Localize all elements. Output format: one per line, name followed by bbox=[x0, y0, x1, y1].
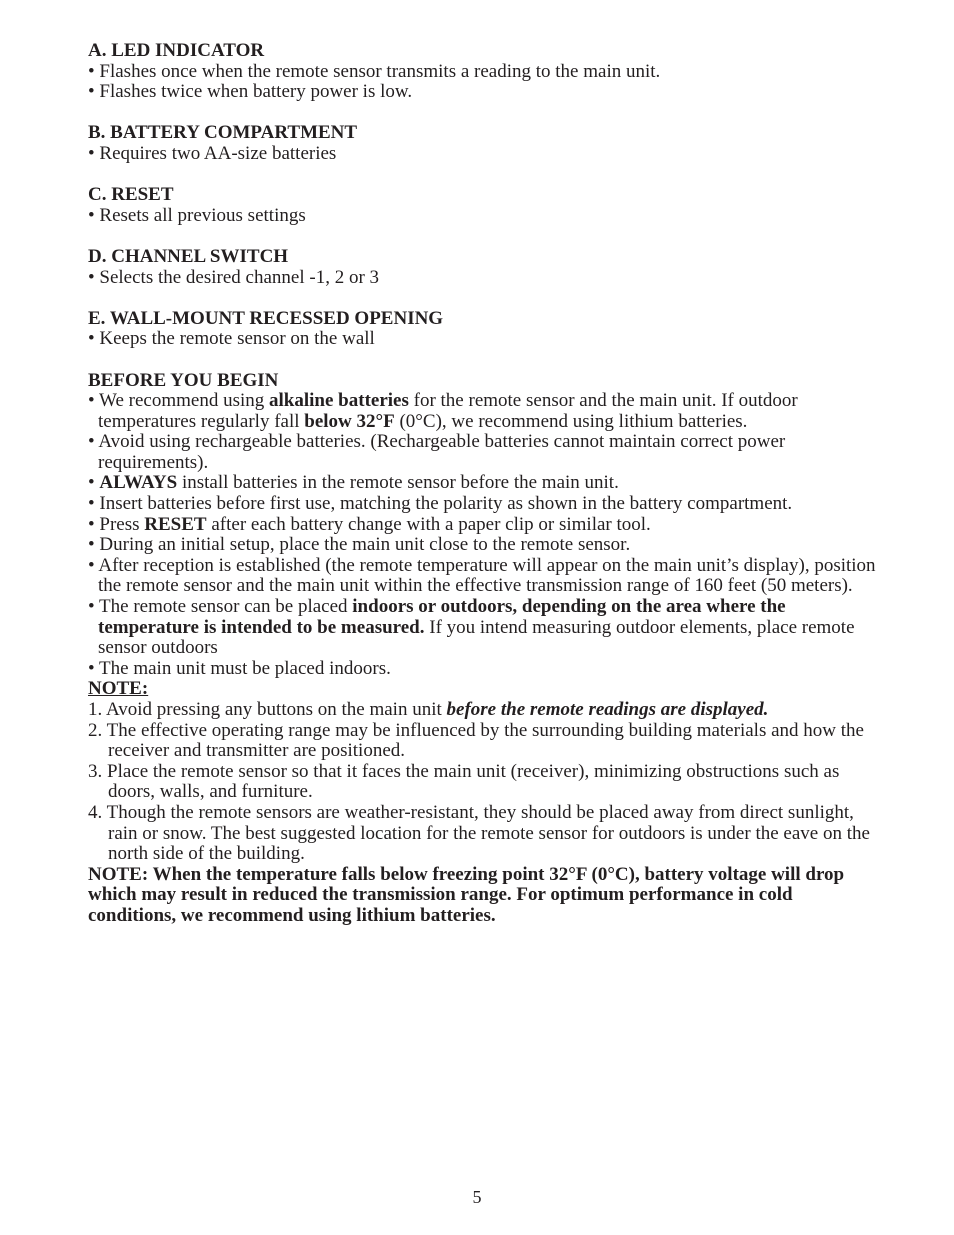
bullet-item: • Press RESET after each battery change with a paper clip or similar tool. bbox=[88, 513, 651, 535]
section-led-indicator bbox=[88, 41, 878, 103]
final-note: NOTE: When the temperature falls below freezing point 32°F (0°C), battery voltage will drop which may result in reduced the transmission range. For optimum performance in cold conditions, we recommend using lithium batteries. bbox=[88, 863, 845, 926]
section-heading: B. BATTERY COMPARTMENT bbox=[88, 122, 358, 144]
section-heading: A. LED INDICATOR bbox=[88, 40, 265, 61]
bullet-item: • Flashes twice when battery power is low. bbox=[88, 81, 413, 103]
bullet-item: • After reception is established (the remote temperature will appear on the main unit’s display), position the remote sensor and the main unit within the effective transmission range of 160 feet (50 meters). bbox=[88, 554, 876, 597]
bullet-item: • Selects the desired channel -1, 2 or 3 bbox=[88, 266, 380, 288]
bullet-item: • Flashes once when the remote sensor transmits a reading to the main unit. bbox=[88, 60, 661, 82]
section-heading: D. CHANNEL SWITCH bbox=[88, 245, 289, 267]
section-heading: E. WALL-MOUNT RECESSED OPENING bbox=[88, 307, 444, 329]
section-reset bbox=[88, 185, 878, 226]
bullet-item: • The main unit must be placed indoors. bbox=[88, 657, 391, 679]
bullet-item: • Resets all previous settings bbox=[88, 204, 306, 226]
bullet-item: • Keeps the remote sensor on the wall bbox=[88, 328, 375, 350]
bullet-item: • ALWAYS install batteries in the remote sensor before the main unit. bbox=[88, 472, 619, 494]
bullet-item: • Avoid using rechargeable batteries. (Rechargeable batteries cannot maintain correct power requirements). bbox=[88, 431, 786, 473]
section-before-you-begin bbox=[88, 371, 878, 680]
section-wall-mount bbox=[88, 309, 878, 350]
page-number: 5 bbox=[472, 1187, 482, 1207]
manual-page bbox=[88, 41, 878, 927]
section-note bbox=[88, 679, 878, 926]
section-battery-compartment bbox=[88, 123, 878, 164]
bullet-item: • The remote sensor can be placed indoors or outdoors, depending on the area where the temperature is intended to be measured. If you intend measuring outdoor elements, place remote sensor outdoors bbox=[88, 596, 855, 659]
bullet-item: • During an initial setup, place the main unit close to the remote sensor. bbox=[88, 534, 631, 556]
bullet-item: • We recommend using alkaline batteries for the remote sensor and the main unit. If outdoor temperatures regularly fall below 32°F (0°C), we recommend using lithium batteries. bbox=[88, 390, 798, 432]
numbered-item: 2. The effective operating range may be influenced by the surrounding building materials and how the receiver and transmitter are positioned. bbox=[88, 719, 864, 762]
numbered-item: 3. Place the remote sensor so that it faces the main unit (receiver), minimizing obstructions such as doors, walls, and furniture. bbox=[88, 760, 840, 803]
bullet-item: • Requires two AA-size batteries bbox=[88, 142, 337, 164]
section-heading: C. RESET bbox=[88, 184, 174, 206]
numbered-item: 4. Though the remote sensors are weather-resistant, they should be placed away from direct sunlight, rain or snow. The best suggested location for the remote sensor for outdoors is under the eave on the north side of the building. bbox=[88, 801, 870, 865]
section-heading: BEFORE YOU BEGIN bbox=[88, 369, 279, 391]
section-channel-switch bbox=[88, 247, 878, 288]
note-heading: NOTE: bbox=[88, 678, 149, 700]
bullet-item: • Insert batteries before first use, matching the polarity as shown in the battery compartment. bbox=[88, 493, 793, 515]
numbered-item: 1. Avoid pressing any buttons on the main unit before the remote readings are displayed. bbox=[88, 699, 769, 720]
